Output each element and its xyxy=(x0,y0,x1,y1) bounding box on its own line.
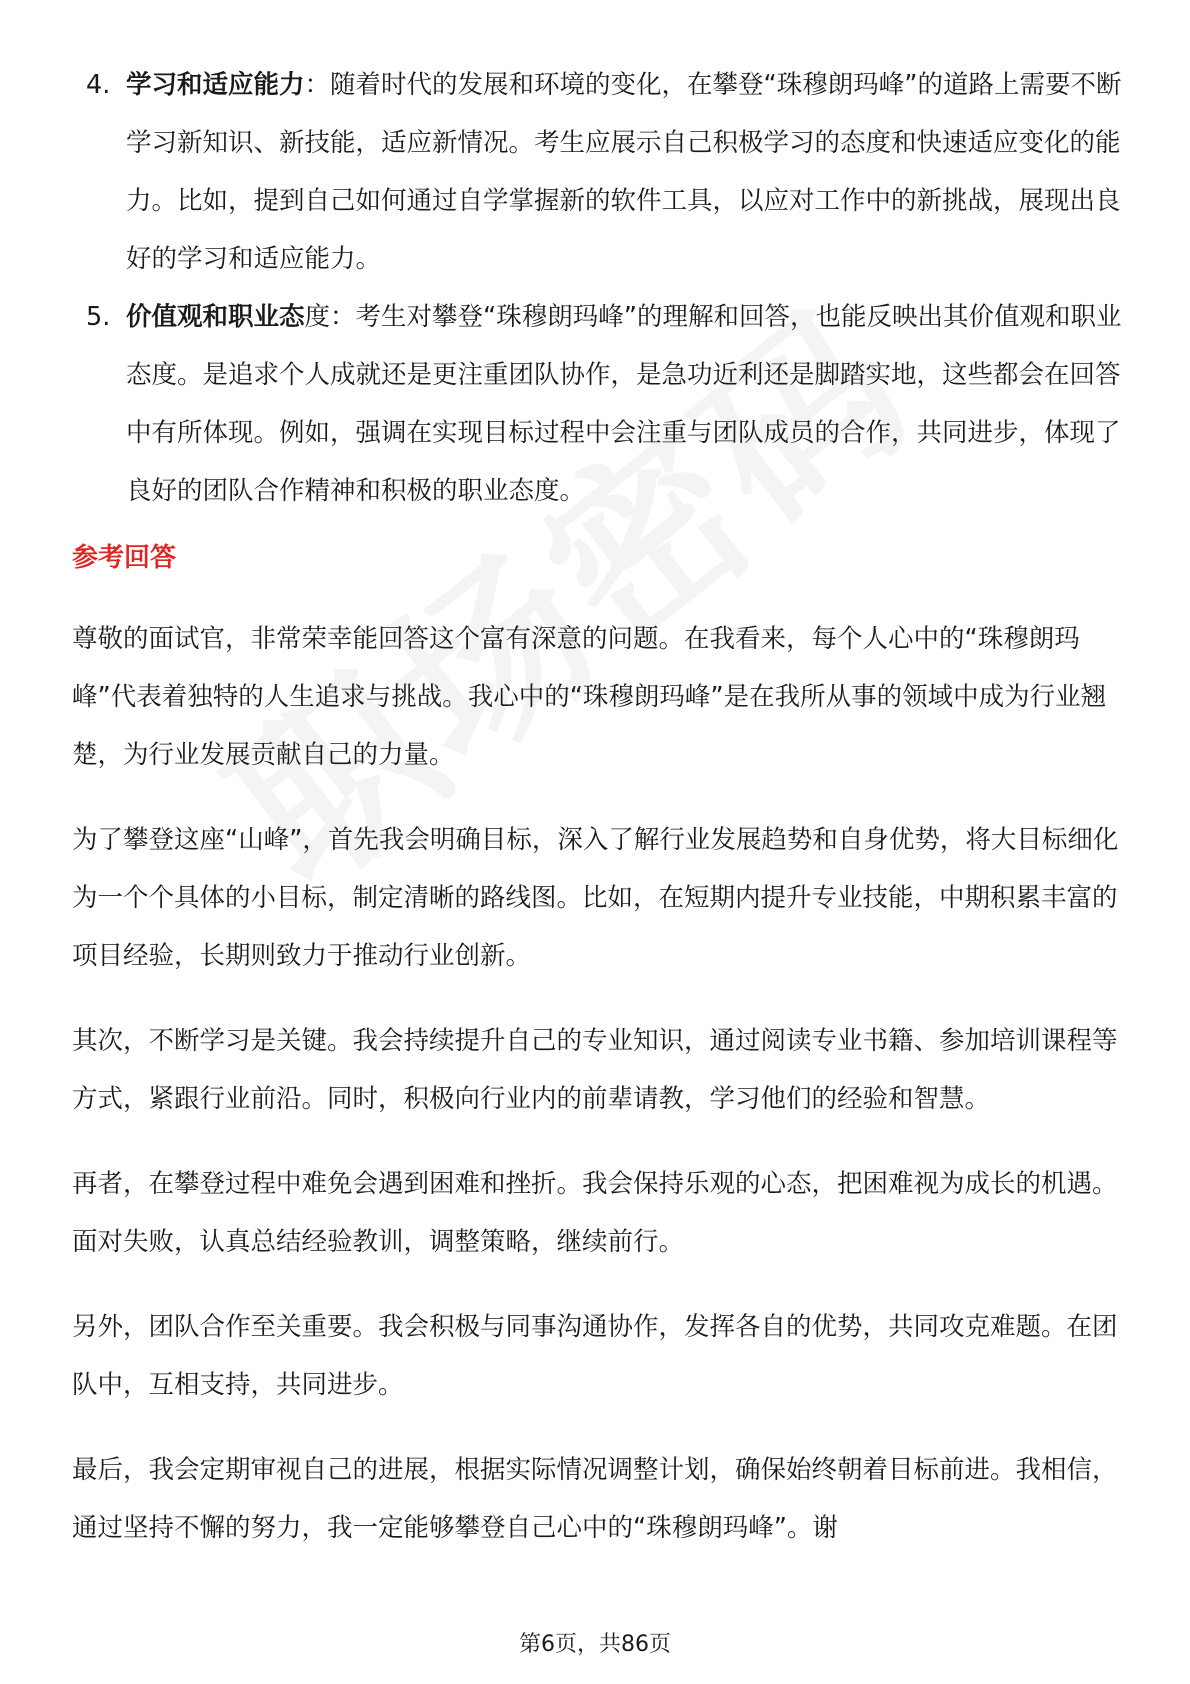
page-footer: 第6页，共86页 xyxy=(519,1632,671,1657)
point-text: ：随着时代的发展和环境的变化，在攀登“珠穆朗玛峰”的道路上需要不断学习新知识、新技能，适应新情况。考生应展示自己积极学习的态度和快速适应变化的能力。比如，提到自己如何通过自学掌握新的软件工具，以应对工作中的新挑战，展现出良好的学习和适应能力。 xyxy=(126,70,1122,274)
answer-paragraph: 再者，在攀登过程中难免会遇到困难和挫折。我会保持乐观的心态，把困难视为成长的机遇。面对失败，认真总结经验教训，调整策略，继续前行。 xyxy=(72,1169,1118,1257)
section-title: 参考回答 xyxy=(72,543,177,573)
list-item xyxy=(72,288,1122,520)
answer-paragraph: 其次，不断学习是关键。我会持续提升自己的专业知识，通过阅读专业书籍、参加培训课程等方式，紧跟行业前沿。同时，积极向行业内的前辈请教，学习他们的经验和智慧。 xyxy=(72,1026,1118,1114)
list-number: 4. xyxy=(86,70,111,100)
list-number: 5. xyxy=(86,302,111,332)
answer-paragraph: 尊敬的面试官，非常荣幸能回答这个富有深意的问题。在我看来，每个人心中的“珠穆朗玛峰”代表着独特的人生追求与挑战。我心中的“珠穆朗玛峰”是在我所从事的领域中成为行业翘楚，为行业发展贡献自己的力量。 xyxy=(72,624,1107,770)
answer-body xyxy=(72,610,1122,1584)
answer-paragraph: 另外，团队合作至关重要。我会积极与同事沟通协作，发挥各自的优势，共同攻克难题。在团队中，互相支持，共同进步。 xyxy=(72,1312,1118,1400)
point-term: 学习和适应能力 xyxy=(126,70,305,100)
numbered-points-list xyxy=(72,56,1122,520)
list-item xyxy=(72,56,1122,288)
point-term: 价值观和职业态 xyxy=(126,302,305,332)
answer-paragraph: 为了攀登这座“山峰”，首先我会明确目标，深入了解行业发展趋势和自身优势，将大目标细化为一个个具体的小目标，制定清晰的路线图。比如，在短期内提升专业技能，中期积累丰富的项目经验，长期则致力于推动行业创新。 xyxy=(72,825,1119,971)
answer-paragraph: 最后，我会定期审视自己的进展，根据实际情况调整计划，确保始终朝着目标前进。我相信，通过坚持不懈的努力，我一定能够攀登自己心中的“珠穆朗玛峰”。谢 xyxy=(72,1455,1118,1543)
point-text: 度：考生对攀登“珠穆朗玛峰”的理解和回答，也能反映出其价值观和职业态度。是追求个人成就还是更注重团队协作，是急功近利还是脚踏实地，这些都会在回答中有所体现。例如，强调在实现目标过程中会注重与团队成员的合作，共同进步，体现了良好的团队合作精神和积极的职业态度。 xyxy=(126,302,1122,506)
